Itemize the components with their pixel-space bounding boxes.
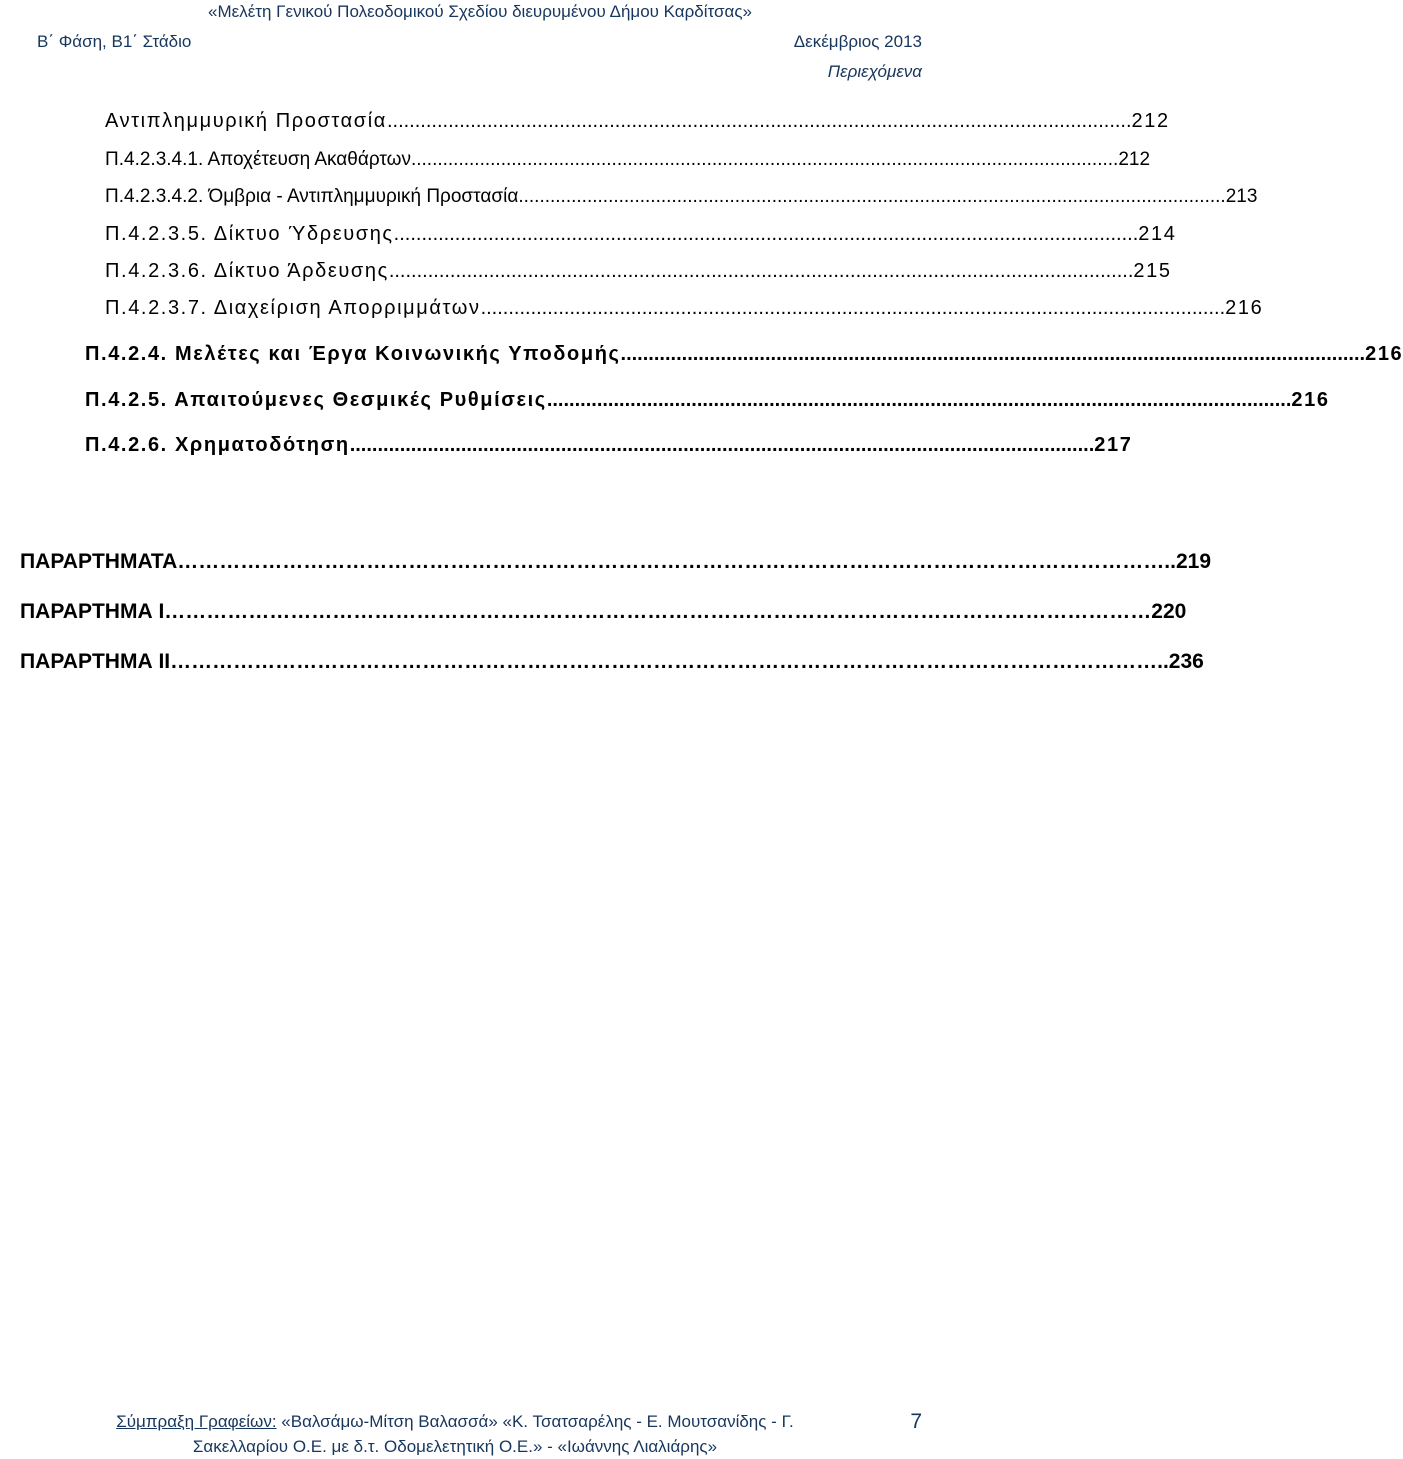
toc-entry[interactable] <box>105 260 1172 283</box>
toc-entry[interactable] <box>85 389 1330 412</box>
toc-entry-text: Π.4.2.3.4.1. Αποχέτευση Ακαθάρτων <box>105 149 411 170</box>
appendix-text: ΠΑΡΑΡΤΗΜΑ ΙΙ <box>20 650 171 673</box>
toc-entry[interactable] <box>105 149 1151 171</box>
dot-leader: ...................................................................................................................................... <box>410 149 1119 170</box>
toc-entry-page: 213 <box>1225 186 1258 207</box>
toc-entry-page: 212 <box>1131 110 1170 132</box>
dot-leader: ...................................................................................................................................... <box>388 260 1134 282</box>
dot-leader: ...................................................................................................................................... <box>386 110 1132 132</box>
toc-entry-page: 214 <box>1138 223 1177 245</box>
dot-leader: ...................................................................................................................................... <box>480 297 1226 319</box>
footer <box>60 1409 850 1459</box>
dot-leader: …………………………………………………………………………………………………………………………… <box>164 600 1152 623</box>
dot-leader: ...................................................................................................................................... <box>546 389 1292 411</box>
toc-entry[interactable] <box>105 297 1264 320</box>
appendix-entry[interactable] <box>20 600 1187 624</box>
toc-entry-text: Αντιπλημμυρική Προστασία <box>105 110 387 132</box>
page-number: 7 <box>910 1410 922 1433</box>
phase-label: Β΄ Φάση, Β1΄ Στάδιο <box>37 32 192 51</box>
toc-entry[interactable] <box>105 110 1170 133</box>
footer-line-1 <box>60 1409 850 1434</box>
appendix-text: ΠΑΡΑΡΤΗΜΑ Ι <box>20 600 165 623</box>
toc-entry-text: Π.4.2.5. Απαιτούμενες Θεσμικές Ρυθμίσεις <box>85 389 547 411</box>
toc-entry-page: 217 <box>1094 434 1133 456</box>
appendix-entry[interactable] <box>20 550 1212 574</box>
toc-entry-page: 212 <box>1118 149 1151 170</box>
toc-entry[interactable] <box>85 434 1133 457</box>
footer-label: Σύμπραξη Γραφείων: <box>116 1412 277 1431</box>
toc-entry[interactable] <box>105 186 1258 208</box>
toc-entry-page: 215 <box>1133 260 1172 282</box>
appendix-text: ΠΑΡΑΡΤΗΜΑΤΑ <box>20 550 178 573</box>
document-title: «Μελέτη Γενικού Πολεοδομικού Σχεδίου διευρυμένου Δήμου Καρδίτσας» <box>208 2 752 21</box>
footer-line-2: Σακελλαρίου Ο.Ε. με δ.τ. Οδομελετητική Ο.Ε.» - «Ιωάννης Λιαλιάρης» <box>192 1437 718 1456</box>
toc-entry-page: 216 <box>1291 389 1330 411</box>
toc-entry-text: Π.4.2.6. Χρηματοδότηση <box>85 434 350 456</box>
toc-entry[interactable] <box>105 223 1177 246</box>
toc-entry-page: 216 <box>1225 297 1264 319</box>
dot-leader: ...................................................................................................................................... <box>393 223 1139 245</box>
toc-entry-text: Π.4.2.3.4.2. Όμβρια - Αντιπλημμυρική Προστασία <box>105 186 519 207</box>
dot-leader: ...................................................................................................................................... <box>349 434 1095 456</box>
appendix-page: ..219 <box>1164 550 1212 573</box>
appendix-entry[interactable] <box>20 650 1204 674</box>
footer-text-1: «Βαλσάμω-Μίτση Βαλασσά» «Κ. Τσατσαρέλης - Ε. Μουτσανίδης - Γ. <box>276 1412 794 1431</box>
toc-entry-text: Π.4.2.3.7. Διαχείριση Απορριμμάτων <box>105 297 481 319</box>
dot-leader: …………………………………………………………………………………………………………………………… <box>170 650 1158 673</box>
toc-entry-text: Π.4.2.3.6. Δίκτυο Άρδευσης <box>105 260 389 282</box>
appendix-page: 220 <box>1151 600 1187 623</box>
toc-entry-page: 216 <box>1365 343 1403 365</box>
dot-leader: ...................................................................................................................................... <box>620 343 1366 365</box>
toc-entry[interactable] <box>85 343 1403 366</box>
appendix-page: ..236 <box>1157 650 1204 673</box>
toc-entry-text: Π.4.2.3.5. Δίκτυο Ύδρευσης <box>105 223 394 245</box>
date-label: Δεκέμβριος 2013 <box>793 32 922 51</box>
dot-leader: …………………………………………………………………………………………………………………………… <box>177 550 1165 573</box>
dot-leader: ...................................................................................................................................... <box>518 186 1226 207</box>
section-label: Περιεχόμενα <box>827 62 922 81</box>
toc-entry-text: Π.4.2.4. Μελέτες και Έργα Κοινωνικής Υποδομής <box>85 343 621 365</box>
